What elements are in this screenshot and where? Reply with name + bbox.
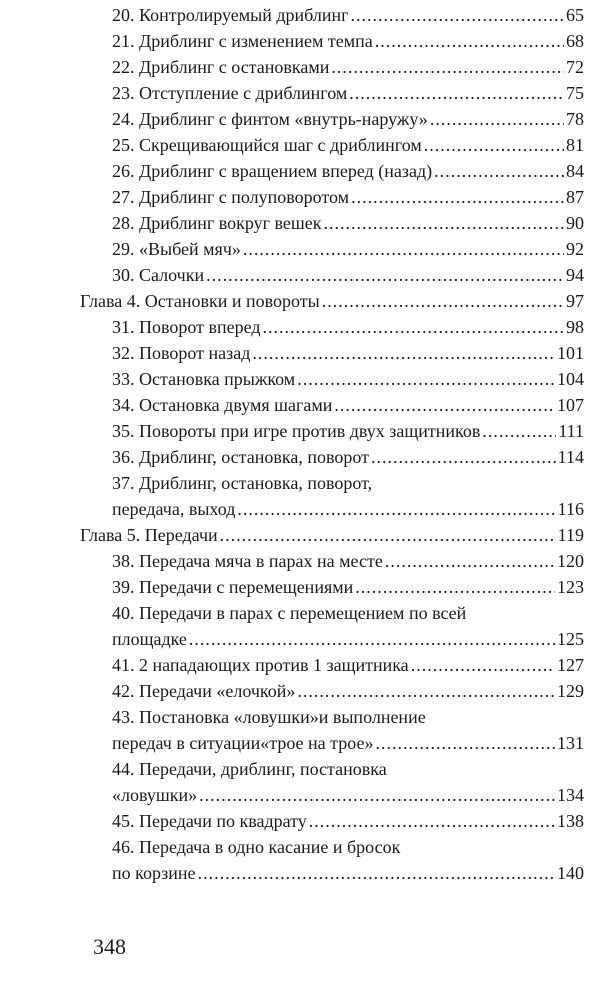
toc-entry-page: 101 (557, 343, 584, 363)
toc-entry-label: 41. 2 нападающих против 1 защитника (112, 655, 409, 675)
toc-entry-page: 65 (566, 5, 584, 25)
toc-entry-label: 44. Передачи, дриблинг, постановка (112, 759, 387, 779)
toc-entry-label: 43. Постановка «ловушки»и выполнение (112, 707, 426, 727)
toc-entry-page: 104 (557, 369, 584, 389)
dot-leader (220, 522, 556, 548)
toc-entry-label: 25. Скрещивающийся шаг с дриблингом (112, 135, 422, 155)
toc-entry-page: 98 (566, 317, 584, 337)
toc-entry-page: 68 (566, 31, 584, 51)
toc-entry (0, 210, 591, 236)
toc-entry (0, 808, 591, 834)
dot-leader (324, 210, 565, 236)
toc-entry-label: 45. Передачи по квадрату (112, 811, 307, 831)
dot-leader (434, 158, 564, 184)
toc-entry-label: 40. Передачи в парах с перемещением по всей (112, 603, 467, 623)
toc-entry-label: 34. Остановка двумя шагами (112, 395, 333, 415)
dot-leader (309, 808, 555, 834)
toc-entry (0, 236, 591, 262)
toc-entry-page: 75 (566, 83, 584, 103)
dot-leader (199, 782, 555, 808)
dot-leader (385, 548, 555, 574)
toc-entry (0, 132, 591, 158)
dot-leader (322, 288, 564, 314)
toc-entry-page: 119 (557, 525, 584, 545)
toc-entry-page: 138 (557, 811, 584, 831)
toc-entry-page: 84 (566, 161, 584, 181)
toc-entry (0, 2, 591, 28)
dot-leader (334, 392, 555, 418)
toc-entry-page: 140 (557, 863, 584, 883)
toc-entry (0, 834, 591, 886)
dot-leader (263, 314, 564, 340)
toc-entry-label: 29. «Выбей мяч» (112, 239, 241, 259)
toc-entry (0, 392, 591, 418)
toc-entry-label: 28. Дриблинг вокруг вешек (112, 213, 322, 233)
toc-entry-label-continued: передач в ситуации«трое на трое» (112, 733, 374, 753)
dot-leader (424, 132, 564, 158)
toc-entry (0, 158, 591, 184)
toc-entry-label: 37. Дриблинг, остановка, поворот, (112, 473, 373, 493)
toc-entry-page: 94 (566, 265, 584, 285)
dot-leader (297, 366, 555, 392)
dot-leader (430, 106, 564, 132)
dot-leader (189, 626, 555, 652)
toc-entry-label: 23. Отступление с дриблингом (112, 83, 348, 103)
toc-entry (0, 54, 591, 80)
toc-entry-label: 21. Дриблинг с изменением темпа (112, 31, 373, 51)
toc-entry (0, 262, 591, 288)
toc-entry-label: 36. Дриблинг, остановка, поворот (112, 447, 369, 467)
toc-entry-label-continued: «ловушки» (112, 785, 198, 805)
toc-chapter-entry (0, 522, 591, 548)
toc-entry (0, 314, 591, 340)
dot-leader (331, 54, 564, 80)
toc-entry-label: 39. Передачи с перемещениями (112, 577, 354, 597)
toc-entry-page: 97 (566, 291, 584, 311)
toc-entry-page: 114 (557, 447, 584, 467)
toc-entry-page: 87 (566, 187, 584, 207)
toc-entry (0, 756, 591, 808)
toc-entry-label: 26. Дриблинг с вращением вперед (назад) (112, 161, 433, 181)
toc-entry-page: 123 (557, 577, 584, 597)
dot-leader (375, 730, 555, 756)
toc-entry-page: 81 (566, 135, 584, 155)
dot-leader (297, 678, 555, 704)
toc-entry-label-continued: передача, выход (112, 499, 236, 519)
toc-entry-label: 24. Дриблинг с финтом «внутрь-наружу» (112, 109, 428, 129)
toc-entry-label: 33. Остановка прыжком (112, 369, 296, 389)
table-of-contents (0, 2, 591, 886)
toc-entry (0, 548, 591, 574)
toc-chapter-entry (0, 288, 591, 314)
toc-entry-label: Глава 4. Остановки и повороты (80, 291, 320, 311)
toc-entry-page: 90 (566, 213, 584, 233)
toc-entry-page: 92 (566, 239, 584, 259)
dot-leader (411, 652, 555, 678)
toc-entry-label: 30. Салочки (112, 265, 205, 285)
dot-leader (252, 340, 555, 366)
toc-entry (0, 184, 591, 210)
toc-entry-label: Глава 5. Передачи (80, 525, 218, 545)
toc-entry (0, 678, 591, 704)
toc-entry (0, 418, 591, 444)
toc-entry-page: 125 (557, 629, 584, 649)
toc-entry (0, 366, 591, 392)
dot-leader (237, 496, 555, 522)
dot-leader (243, 236, 564, 262)
toc-entry (0, 28, 591, 54)
toc-entry-page: 72 (566, 57, 584, 77)
toc-entry-label: 22. Дриблинг с остановками (112, 57, 330, 77)
toc-entry-page: 127 (557, 655, 584, 675)
toc-entry-label: 27. Дриблинг с полуповоротом (112, 187, 350, 207)
toc-entry-label: 42. Передачи «елочкой» (112, 681, 296, 701)
toc-entry-page: 120 (557, 551, 584, 571)
toc-entry-label: 46. Передача в одно касание и бросок (112, 837, 401, 857)
toc-entry-label: 38. Передача мяча в парах на месте (112, 551, 383, 571)
dot-leader (198, 860, 555, 886)
toc-entry-label: 35. Повороты при игре против двух защитников (112, 421, 481, 441)
toc-entry (0, 652, 591, 678)
toc-entry-page: 131 (557, 733, 584, 753)
toc-entry-page: 129 (557, 681, 584, 701)
dot-leader (351, 184, 564, 210)
dot-leader (206, 262, 564, 288)
toc-entry (0, 704, 591, 756)
toc-entry-label: 31. Поворот вперед (112, 317, 261, 337)
toc-entry (0, 444, 591, 470)
toc-entry (0, 80, 591, 106)
toc-entry-page: 111 (558, 421, 584, 441)
dot-leader (371, 444, 556, 470)
toc-entry-page: 116 (557, 499, 584, 519)
toc-entry-label: 32. Поворот назад (112, 343, 251, 363)
toc-entry (0, 574, 591, 600)
toc-entry-label: 20. Контролируемый дриблинг (112, 5, 349, 25)
toc-entry (0, 470, 591, 522)
dot-leader (482, 418, 556, 444)
dot-leader (349, 80, 564, 106)
toc-entry-page: 134 (557, 785, 584, 805)
toc-entry-page: 78 (566, 109, 584, 129)
toc-entry-label-continued: по корзине (112, 863, 196, 883)
dot-leader (355, 574, 555, 600)
dot-leader (375, 28, 564, 54)
dot-leader (350, 2, 564, 28)
toc-entry (0, 600, 591, 652)
toc-entry-page: 107 (557, 395, 584, 415)
page-number: 348 (93, 934, 126, 959)
toc-entry (0, 340, 591, 366)
toc-entry-label-continued: площадке (112, 629, 187, 649)
toc-entry (0, 106, 591, 132)
